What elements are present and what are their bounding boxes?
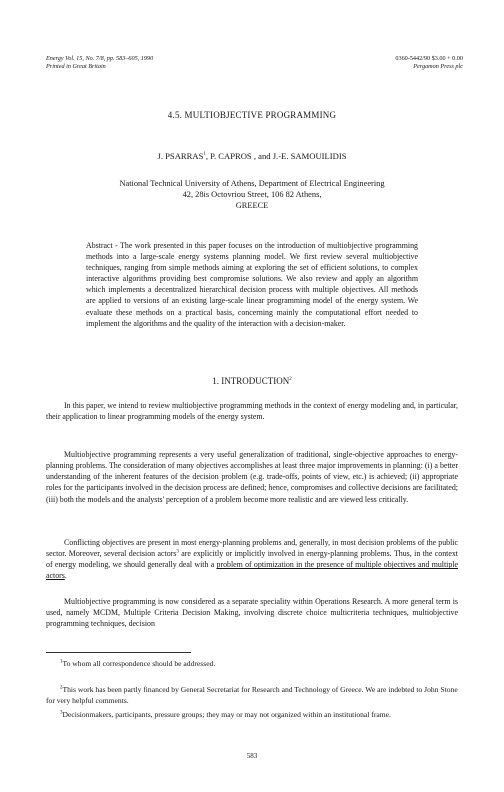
footnote-1	[46, 658, 458, 669]
paragraph-2: Multiobjective programming represents a very useful generalization of traditional, single-objective approaches to energy-planning problems. The consideration of many objectives accomplishes at least three major improvements in planning: (i) a better understanding of the inherent features of the decision problem (e.g. trade-offs, points of view, etc.) is achieved; (ii) appropriate roles for the participants involved in the decision process are defined; hence, compromises and collective decisions are facilitated; (iii) both the models and the analysts' perception of a problem become more realistic and are viewed less critically.	[46, 450, 458, 504]
footnote-2	[46, 684, 458, 706]
paragraph-3-footnote-mark: 3	[176, 549, 179, 555]
affiliation-line-3: GREECE	[235, 201, 269, 210]
footnote-2-mark: 2	[60, 685, 63, 691]
affiliation-line-1: National Technical University of Athens, Department of Electrical Engineering	[119, 179, 385, 188]
abstract: Abstract - The work presented in this paper focuses on the introduction of multiobjective programming methods into a large-scale energy systems planning model. We first review several multiobjective techniques, ranging from simple methods aiming at exploring the set of efficient solutions, to complex interactive algorithms providing best compromise solutions. We also review and apply an algorithm which implements a decentralized hierarchical decision process with multiple objectives. All methods are applied to versions of an existing large-scale linear programming model of the energy system. We evaluate these methods on a practical basis, concerning mainly the computational effort needed to implement the algorithms and the quality of the interaction with a decision-maker.	[86, 241, 418, 328]
publisher: Pergamon Press plc	[413, 63, 463, 70]
footnote-1-mark: 1	[60, 659, 63, 665]
section-footnote-mark: 2	[289, 377, 292, 382]
footnote-3-text: Decisionmakers, participants, pressure groups; they may or may not organized within an institutional frame.	[62, 710, 391, 719]
paragraph-3-part-b: are explicitly or implicitly involved in energy-planning problems. Thus, in the context of energy modeling, we should generally deal with a	[46, 549, 458, 570]
printed-in: Printed in Great Britain	[46, 63, 106, 70]
paragraph-4: Multiobjective programming is now considered as a separate speciality within Operations Research. A more general term is used, namely MCDM, Multiple Criteria Decision Making, involving discrete choice multicriteria techniques, multiobjective programming techniques, decision	[46, 597, 458, 629]
journal-citation: Energy Vol. 15, No. 7/8, pp. 583–605, 1990	[46, 55, 154, 62]
footnote-3-mark: 3	[60, 710, 63, 716]
paragraph-3	[46, 537, 458, 582]
section-heading-text: 1. INTRODUCTION	[212, 376, 290, 386]
paragraph-3-part-a: Conflicting objectives are present in most energy-planning problems and, generally, in most decision problems of the public sector. Moreover, several decision actors	[46, 538, 458, 559]
paper-title: 4.5. MULTIOBJECTIVE PROGRAMMING	[167, 110, 337, 120]
affiliation	[0, 178, 504, 211]
author-1-footnote-mark: 1	[203, 152, 206, 158]
paragraph-3-part-c: .	[64, 571, 67, 581]
issn-code: 0360-5442/90 $3.00 + 0.00	[395, 55, 463, 62]
footnote-1-text: To whom all correspondence should be addressed.	[62, 659, 216, 668]
author-1: J. PSARRAS	[157, 151, 204, 161]
footnote-2-text: This work has been partly financed by General Secretariat for Research and Technology of Greece. We are indebted to John Stone for very helpful comments.	[46, 685, 458, 705]
footnote-rule	[46, 652, 191, 653]
page-number: 583	[246, 752, 258, 760]
journal-header-left	[46, 55, 153, 71]
paragraph-1: In this paper, we intend to review multiobjective programming methods in the context of energy modeling and, in particular, their application to linear programming models of the energy system.	[46, 401, 458, 422]
affiliation-line-2: 42, 28is Octovriou Street, 106 82 Athens,	[182, 190, 322, 199]
section-heading	[0, 376, 504, 386]
underlined-phrase: problem of optimization in the presence of multiple objectives and multiple actors	[46, 560, 459, 581]
other-authors: , P. CAPROS , and J.-E. SAMOUILIDIS	[205, 151, 347, 161]
footnote-3	[46, 709, 458, 720]
journal-header-right	[395, 55, 463, 71]
author-list	[0, 151, 504, 161]
